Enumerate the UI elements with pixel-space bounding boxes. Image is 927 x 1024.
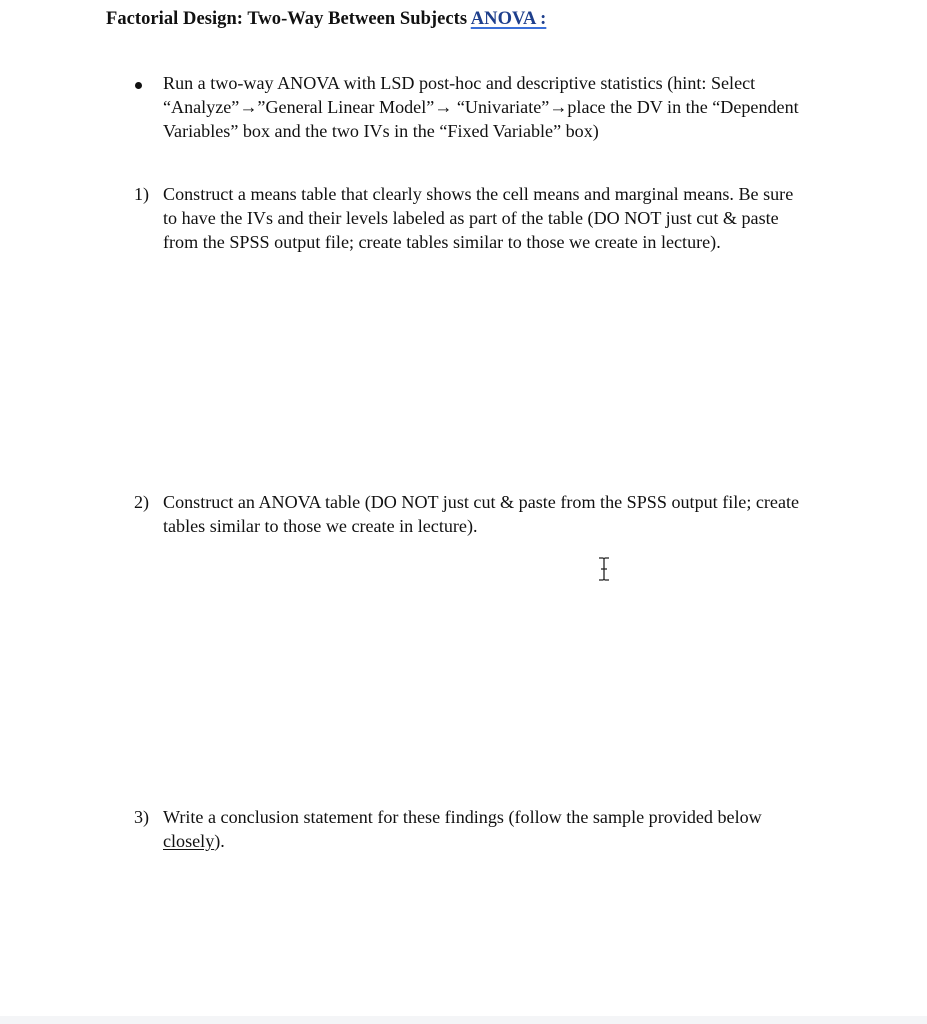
- item-2-line-1: Construct an ANOVA table (DO NOT just cut & paste from the SPSS output file; create: [163, 492, 800, 512]
- item-3-number: 3): [134, 807, 150, 827]
- item-3-line-2-tail: ).: [214, 831, 225, 851]
- item-1-number: 1): [134, 184, 150, 204]
- item-1-line-2: to have the IVs and their levels labeled as part of the table (DO NOT just cut & paste: [163, 208, 779, 228]
- item-1-line-3: from the SPSS output file; create tables similar to those we create in lecture).: [163, 232, 721, 252]
- bullet-line-2: “Analyze”→”General Linear Model”→ “Univariate”→place the DV in the “Dependent: [163, 97, 799, 117]
- closely-underlined: closely: [163, 831, 215, 851]
- item-3-line-1: Write a conclusion statement for these findings (follow the sample provided below: [163, 807, 762, 827]
- page-bottom-edge: [0, 1016, 927, 1024]
- bullet-line-3: Variables” box and the two IVs in the “Fixed Variable” box): [163, 121, 599, 141]
- bullet-dot: [135, 82, 142, 89]
- item-2-number: 2): [134, 492, 150, 512]
- item-2-line-2: tables similar to those we create in lecture).: [163, 516, 478, 536]
- bullet-line-1: Run a two-way ANOVA with LSD post-hoc and descriptive statistics (hint: Select: [163, 73, 756, 93]
- item-1-text: [163, 182, 853, 254]
- item-3-line-2: [163, 829, 853, 853]
- document-title: [106, 9, 546, 30]
- item-2-text: [163, 490, 853, 538]
- title-anova-link: ANOVA :: [470, 9, 547, 29]
- item-3-text: [163, 805, 853, 853]
- title-prefix: Factorial Design: Two-Way Between Subjects: [106, 9, 471, 29]
- text-cursor-ibeam-icon: [596, 556, 612, 582]
- bullet-instruction: [163, 71, 853, 143]
- item-1-line-1: Construct a means table that clearly shows the cell means and marginal means. Be sure: [163, 184, 794, 204]
